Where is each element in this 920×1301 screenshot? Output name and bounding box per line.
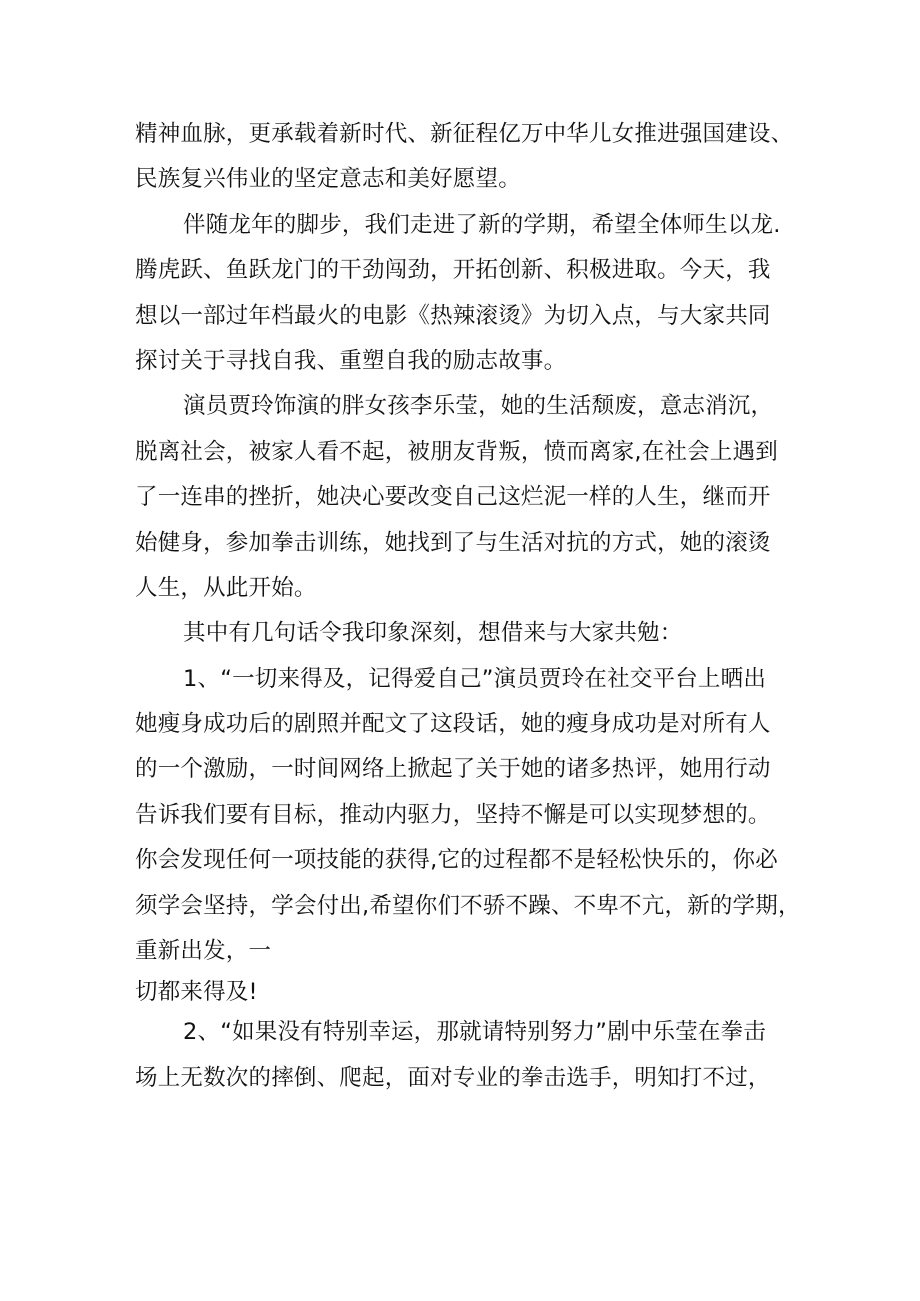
text-line: 想以一部过年档最火的电影《热辣滚烫》为切入点，与大家共同: [135, 302, 771, 329]
paragraph-start-line: 其中有几句话令我印象深刻，想借来与大家共勉：: [183, 620, 683, 647]
text-line: 人生，从此开始。: [135, 574, 317, 601]
text-line: 脱离社会，被家人看不起，被朋友背叛，愤而离家,在社会上遇到: [135, 438, 778, 465]
text-line: 你会发现任何一项技能的获得,它的过程都不是轻松快乐的，你必: [135, 847, 778, 874]
text-line: 告诉我们要有目标，推动内驱力，坚持不懈是可以实现梦想的。: [135, 801, 771, 828]
document-body: [135, 112, 825, 1101]
text-line: 探讨关于寻找自我、重塑自我的励志故事。: [135, 347, 567, 374]
paragraph-start-line: 1、“一切来得及，记得爱自己”演员贾玲在社交平台上晒出: [183, 665, 767, 692]
paragraph-start-line: 演员贾玲饰演的胖女孩李乐莹，她的生活颓废，意志消沉，: [183, 393, 774, 420]
text-line: 精神血脉，更承载着新时代、新征程亿万中华儿女推进强国建设、: [135, 121, 794, 147]
paragraph-start-line: 2、“如果没有特别幸运，那就请特别努力”剧中乐莹在拳击: [183, 1019, 767, 1046]
text-line: 了一连串的挫折，她决心要改变自己这烂泥一样的人生，继而开: [135, 484, 771, 511]
text-line: 重新出发，一: [135, 938, 272, 965]
text-line: 始健身，参加拳击训练，她找到了与生活对抗的方式，她的滚烫: [135, 529, 771, 556]
text-line: 切都来得及!: [135, 979, 258, 1006]
text-line: 腾虎跃、鱼跃龙门的干劲闯劲，开拓创新、积极进取。今天，我: [135, 257, 771, 284]
paragraph-start-line: 伴随龙年的脚步，我们走进了新的学期，希望全体师生以龙.: [183, 211, 781, 238]
text-line: 须学会坚持，学会付出,希望你们不骄不躁、不卑不亢，新的学期，: [135, 892, 801, 919]
text-line: 的一个激励，一时间网络上掀起了关于她的诸多热评，她用行动: [135, 756, 771, 783]
text-line: 场上无数次的摔倒、爬起，面对专业的拳击选手，明知打不过，: [135, 1064, 771, 1091]
text-line: 民族复兴伟业的坚定意志和美好愿望。: [135, 166, 521, 193]
text-line: 她瘦身成功后的剧照并配文了这段话，她的瘦身成功是对所有人: [135, 711, 771, 738]
